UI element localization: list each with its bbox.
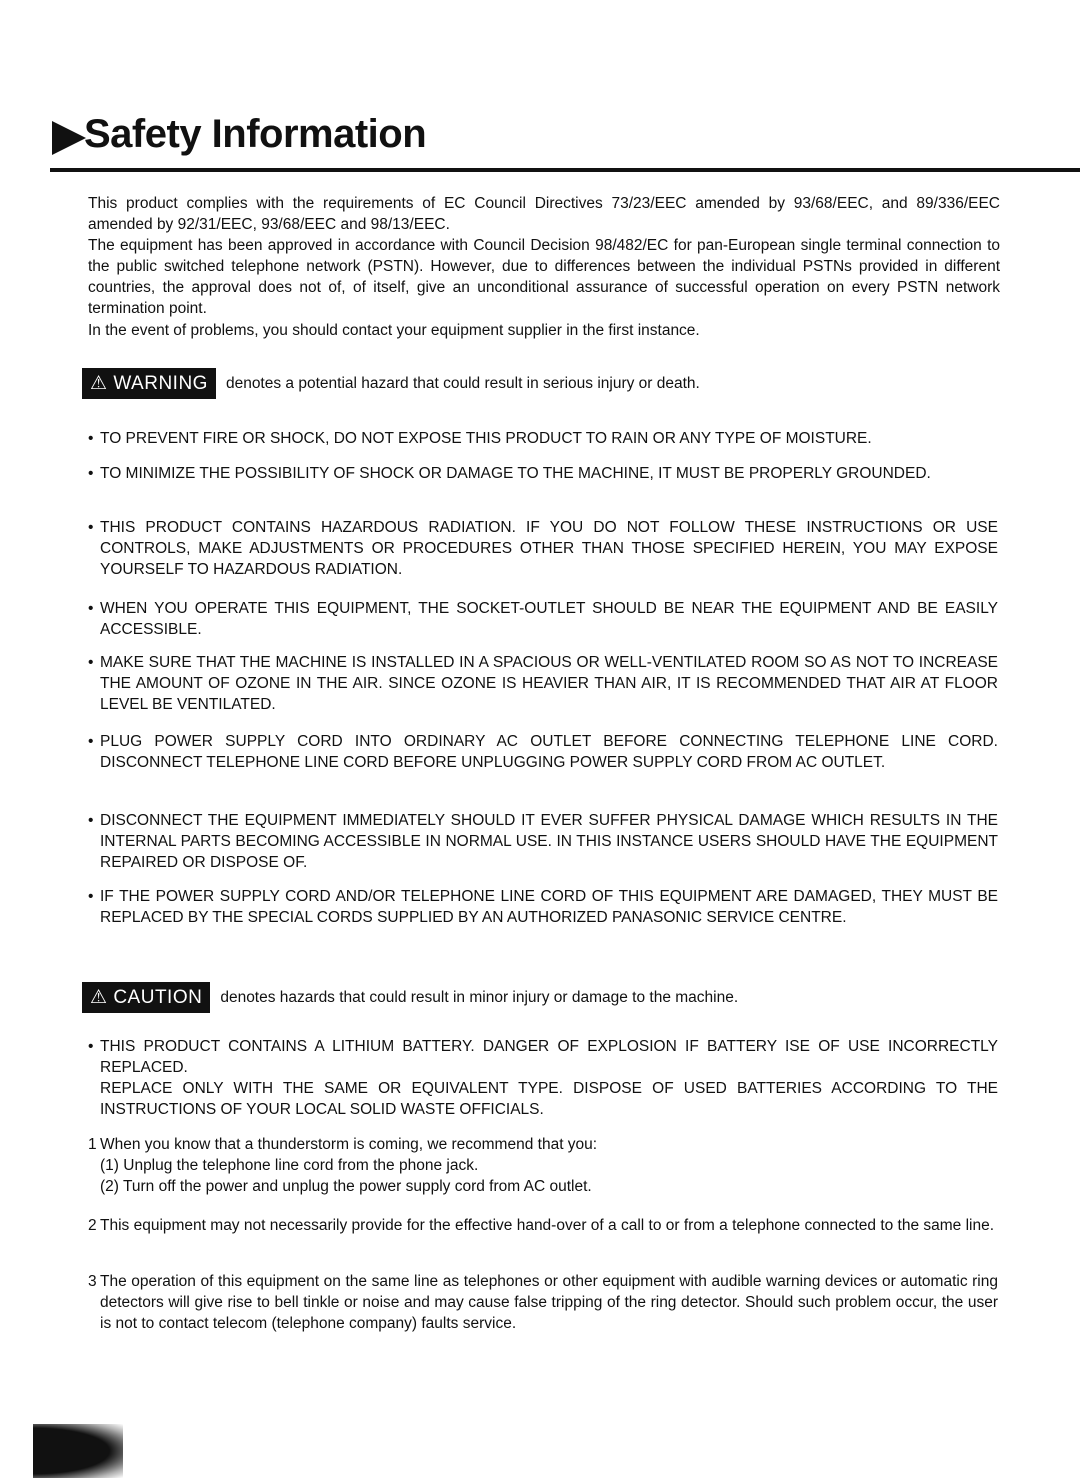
item-text: THIS PRODUCT CONTAINS HAZARDOUS RADIATION. IF YOU DO NOT FOLLOW THESE INSTRUCTIONS OR USE CONTROLS, MAKE ADJUSTMENTS OR PROCEDURES OTHER THAN THOSE SPECIFIED HEREIN, YOU MAY EXPOSE YOURSELF TO HAZARDOUS RADIATION. xyxy=(100,519,998,578)
caution-text: denotes hazards that could result in minor injury or damage to the machine. xyxy=(220,988,739,1006)
note-item xyxy=(88,1271,998,1334)
page-title xyxy=(52,112,426,157)
note-number: 2 xyxy=(88,1217,97,1234)
warning-text: denotes a potential hazard that could result in serious injury or death. xyxy=(225,374,700,392)
item-text: THIS PRODUCT CONTAINS A LITHIUM BATTERY. DANGER OF EXPLOSION IF BATTERY ISE OF USE INCORRECTLY REPLACED. xyxy=(100,1038,998,1076)
warning-item: • TO PREVENT FIRE OR SHOCK, DO NOT EXPOSE THIS PRODUCT TO RAIN OR ANY TYPE OF MOISTURE. xyxy=(88,430,872,447)
item-text: WHEN YOU OPERATE THIS EQUIPMENT, THE SOCKET-OUTLET SHOULD BE NEAR THE EQUIPMENT AND BE EASILY ACCESSIBLE. xyxy=(100,600,998,638)
warning-item: • DISCONNECT THE EQUIPMENT IMMEDIATELY SHOULD IT EVER SUFFER PHYSICAL DAMAGE WHICH RESULTS IN THE INTERNAL PARTS BECOMING ACCESSIBLE IN NORMAL USE. IN THIS INSTANCE USERS SHOULD HAVE THE EQUIPMENT REPAIRED OR DISPOSE OF. xyxy=(88,812,998,871)
item-text: REPLACE ONLY WITH THE SAME OR EQUIVALENT TYPE. DISPOSE OF USED BATTERIES ACCORDING TO THE INSTRUCTIONS OF YOUR LOCAL SOLID WASTE OFFICIALS. xyxy=(100,1080,998,1118)
sub-item: (1) Unplug the telephone line cord from the phone jack. xyxy=(100,1157,479,1174)
item-text: PLUG POWER SUPPLY CORD INTO ORDINARY AC OUTLET BEFORE CONNECTING TELEPHONE LINE CORD. DISCONNECT TELEPHONE LINE CORD BEFORE UNPLUGGING POWER SUPPLY CORD FROM AC OUTLET. xyxy=(100,733,998,771)
triangle-marker-icon xyxy=(52,121,86,155)
warning-legend xyxy=(82,368,700,399)
item-text: IF THE POWER SUPPLY CORD AND/OR TELEPHONE LINE CORD OF THIS EQUIPMENT ARE DAMAGED, THEY MUST BE REPLACED BY THE SPECIAL CORDS SUPPLIED BY AN AUTHORIZED PANASONIC SERVICE CENTRE. xyxy=(100,888,998,926)
sub-item: (2) Turn off the power and unplug the power supply cord from AC outlet. xyxy=(100,1178,592,1195)
warning-badge xyxy=(82,368,216,399)
warning-item: • THIS PRODUCT CONTAINS HAZARDOUS RADIATION. IF YOU DO NOT FOLLOW THESE INSTRUCTIONS OR USE CONTROLS, MAKE ADJUSTMENTS OR PROCEDURES OTHER THAN THOSE SPECIFIED HEREIN, YOU MAY EXPOSE YOURSELF TO HAZARDOUS RADIATION. xyxy=(88,519,998,578)
caution-item: • THIS PRODUCT CONTAINS A LITHIUM BATTERY. DANGER OF EXPLOSION IF BATTERY ISE OF USE INCORRECTLY REPLACED. REPLACE ONLY WITH THE SAME OR EQUIVALENT TYPE. DISPOSE OF USED BATTERIES ACCORDING TO THE INSTRUCTIONS OF YOUR LOCAL SOLID WASTE OFFICIALS. xyxy=(88,1038,998,1118)
item-text: MAKE SURE THAT THE MACHINE IS INSTALLED IN A SPACIOUS OR WELL-VENTILATED ROOM SO AS NOT TO INCREASE THE AMOUNT OF OZONE IN THE AIR. SINCE OZONE IS HEAVIER THAN AIR, IT IS RECOMMENDED THAT AIR AT FLOOR LEVEL BE VENTILATED. xyxy=(100,654,998,713)
note-number: 1 xyxy=(88,1136,97,1153)
note-number: 3 xyxy=(88,1273,97,1290)
item-text: DISCONNECT THE EQUIPMENT IMMEDIATELY SHOULD IT EVER SUFFER PHYSICAL DAMAGE WHICH RESULTS IN THE INTERNAL PARTS BECOMING ACCESSIBLE IN NORMAL USE. IN THIS INSTANCE USERS SHOULD HAVE THE EQUIPMENT REPAIRED OR DISPOSE OF. xyxy=(100,812,998,871)
caution-triangle-icon: ⚠ xyxy=(90,987,108,1008)
warning-item: • MAKE SURE THAT THE MACHINE IS INSTALLED IN A SPACIOUS OR WELL-VENTILATED ROOM SO AS NOT TO INCREASE THE AMOUNT OF OZONE IN THE AIR. SINCE OZONE IS HEAVIER THAN AIR, IT IS RECOMMENDED THAT AIR AT FLOOR LEVEL BE VENTILATED. xyxy=(88,654,998,713)
note-item xyxy=(88,1134,998,1197)
item-text: TO PREVENT FIRE OR SHOCK, DO NOT EXPOSE THIS PRODUCT TO RAIN OR ANY TYPE OF MOISTURE. xyxy=(100,430,872,447)
intro-paragraph: This product complies with the requirements of EC Council Directives 73/23/EEC amended by 93/68/EEC, and 89/336/EEC amended by 92/31/EEC, 93/68/EEC and 98/13/EEC. xyxy=(88,195,1000,233)
item-text: TO MINIMIZE THE POSSIBILITY OF SHOCK OR DAMAGE TO THE MACHINE, IT MUST BE PROPERLY GROUNDED. xyxy=(100,465,931,482)
caution-badge xyxy=(82,982,210,1013)
intro-paragraph: In the event of problems, you should contact your equipment supplier in the first instance. xyxy=(88,322,700,339)
title-rule xyxy=(50,168,1080,172)
caution-label: CAUTION xyxy=(113,987,203,1008)
warning-triangle-icon: ⚠ xyxy=(90,373,108,394)
warning-label: WARNING xyxy=(113,373,208,394)
warning-item: • WHEN YOU OPERATE THIS EQUIPMENT, THE SOCKET-OUTLET SHOULD BE NEAR THE EQUIPMENT AND BE EASILY ACCESSIBLE. xyxy=(88,600,998,638)
note-text: This equipment may not necessarily provide for the effective hand-over of a call to or from a telephone connected to the same line. xyxy=(100,1217,995,1234)
caution-legend xyxy=(82,982,738,1013)
warning-item: • PLUG POWER SUPPLY CORD INTO ORDINARY AC OUTLET BEFORE CONNECTING TELEPHONE LINE CORD. DISCONNECT TELEPHONE LINE CORD BEFORE UNPLUGGING POWER SUPPLY CORD FROM AC OUTLET. xyxy=(88,733,998,771)
intro-paragraph: The equipment has been approved in accordance with Council Decision 98/482/EC for pan-European single terminal connection to the public switched telephone network (PSTN). However, due to differences between the individual PSTNs provided in different countries, the approval does not of, of itself, give an unconditional assurance of successful operation on every PSTN network termination point. xyxy=(88,237,1000,317)
note-text: When you know that a thunderstorm is coming, we recommend that you: xyxy=(100,1136,598,1153)
warning-item: • IF THE POWER SUPPLY CORD AND/OR TELEPHONE LINE CORD OF THIS EQUIPMENT ARE DAMAGED, THEY MUST BE REPLACED BY THE SPECIAL CORDS SUPPLIED BY AN AUTHORIZED PANASONIC SERVICE CENTRE. xyxy=(88,888,998,926)
page-number-tab xyxy=(33,1424,123,1478)
note-item xyxy=(88,1215,998,1236)
warning-item: • TO MINIMIZE THE POSSIBILITY OF SHOCK OR DAMAGE TO THE MACHINE, IT MUST BE PROPERLY GROUNDED. xyxy=(88,465,931,482)
intro xyxy=(88,193,1000,341)
note-text: The operation of this equipment on the same line as telephones or other equipment with audible warning devices or automatic ring detectors will give rise to bell tinkle or noise and may cause false tripping of the ring detector. Should such problem occur, the user is not to contact telecom (telephone company) faults service. xyxy=(100,1273,998,1332)
title-text: Safety Information xyxy=(84,112,427,156)
